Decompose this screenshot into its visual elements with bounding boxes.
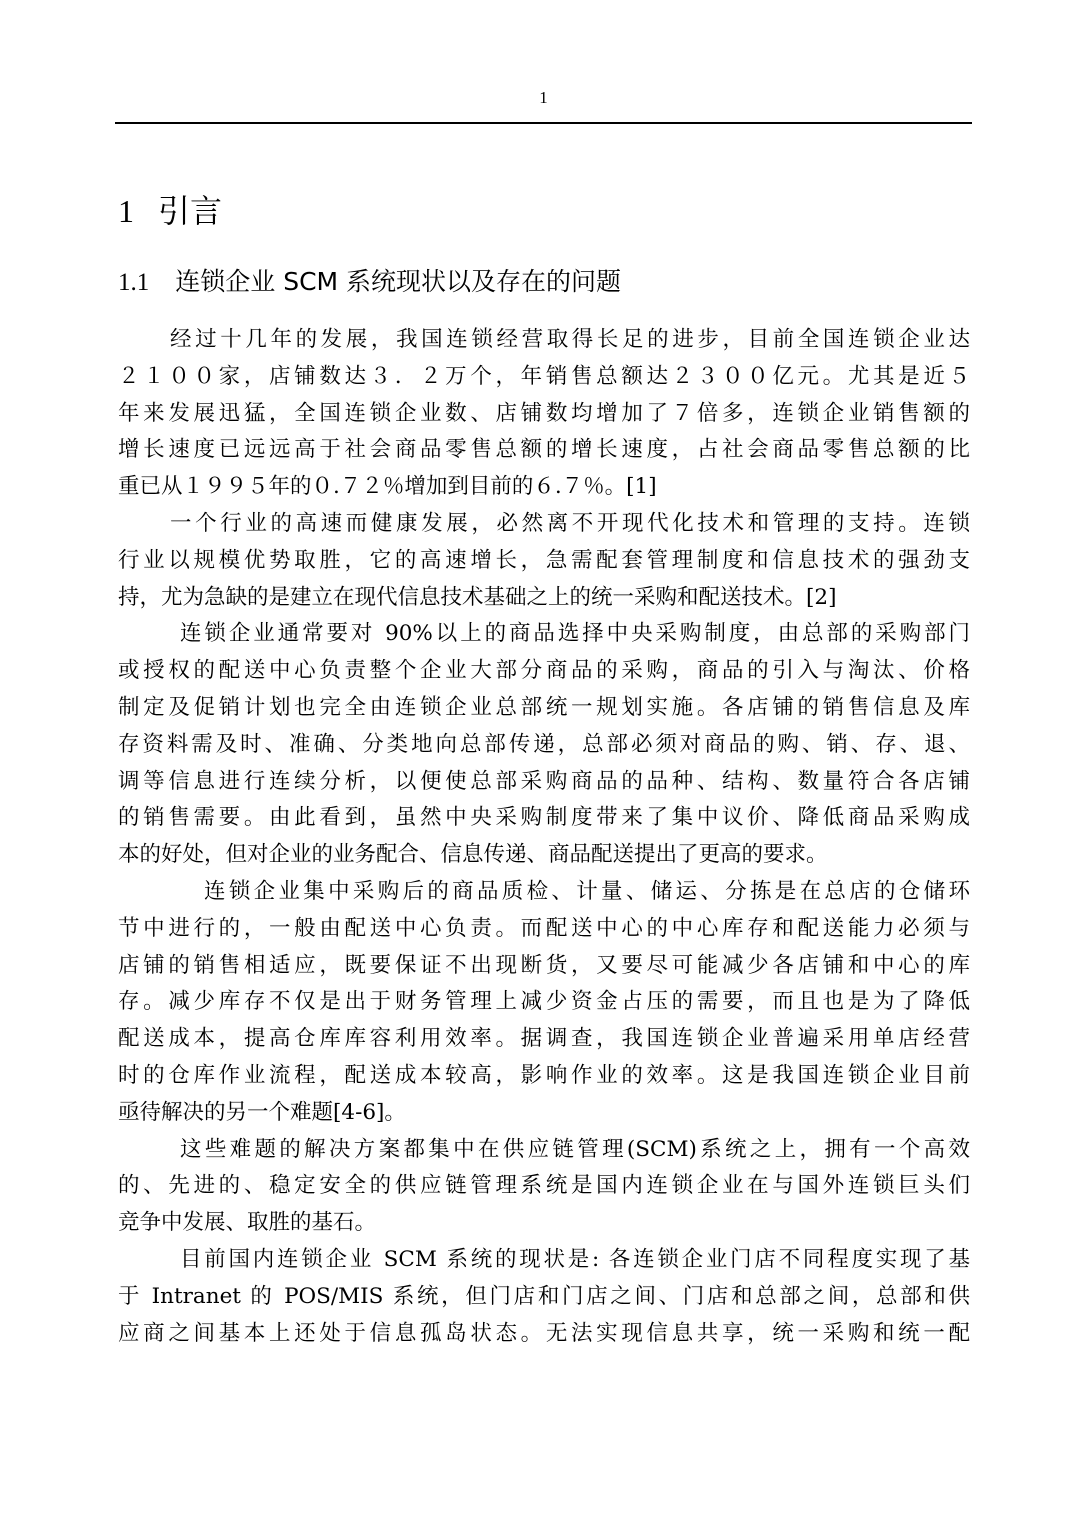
- paragraph-line: 存资料需及时、准确、分类地向总部传递，总部必须对商品的购、销、存、退、: [118, 731, 970, 757]
- paragraph-line: 行业以规模优势取胜，它的高速增长，急需配套管理制度和信息技术的强劲支: [118, 547, 970, 573]
- paragraph-line: ２１００家，店铺数达３．２万个，年销售总额达２３００亿元。尤其是近５: [118, 363, 970, 389]
- chapter-number: 1: [118, 193, 134, 229]
- paragraph-line: 年来发展迅猛，全国连锁企业数、店铺数均增加了７倍多，连锁企业销售额的: [118, 400, 970, 426]
- paragraph-line: 持，尤为急缺的是建立在现代信息技术基础之上的统一采购和配送技术。[2]: [118, 584, 837, 610]
- paragraph-line: 存。减少库存不仅是出于财务管理上减少资金占压的需要，而且也是为了降低: [118, 989, 970, 1015]
- paragraph-line: 应商之间基本上还处于信息孤岛状态。无法实现信息共享，统一采购和统一配: [118, 1320, 970, 1346]
- section-title-text: 连锁企业 SCM 系统现状以及存在的问题: [175, 267, 622, 296]
- paragraph-line: 经过十几年的发展，我国连锁经营取得长足的进步，目前全国连锁企业达: [170, 327, 970, 352]
- paragraph-line: 的、先进的、稳定安全的供应链管理系统是国内连锁企业在与国外连锁巨头们: [118, 1173, 970, 1199]
- paragraph-line: 亟待解决的另一个难题[4-6]。: [118, 1099, 406, 1125]
- paragraph-line: 或授权的配送中心负责整个企业大部分商品的采购，商品的引入与淘汰、价格: [118, 658, 970, 684]
- paragraph-line: 的销售需要。由此看到，虽然中央采购制度带来了集中议价、降低商品采购成: [118, 805, 970, 831]
- paragraph-line: 竞争中发展、取胜的基石。: [118, 1210, 377, 1236]
- paragraph-line: 制定及促销计划也完全由连锁企业总部统一规划实施。各店铺的销售信息及库: [118, 694, 970, 720]
- header-rule: [115, 122, 972, 124]
- paragraph-line: 本的好处，但对企业的业务配合、信息传递、商品配送提出了更高的要求。: [118, 842, 828, 868]
- section-title: [118, 262, 621, 298]
- paragraph-line: 连锁企业集中采购后的商品质检、计量、储运、分拣是在总店的仓储环: [204, 878, 970, 904]
- section-number: 1.1: [118, 269, 150, 296]
- paragraph-line: 增长速度已远远高于社会商品零售总额的增长速度，占社会商品零售总额的比: [118, 437, 970, 463]
- body-text: [118, 322, 970, 1352]
- paragraph-line: 节中进行的，一般由配送中心负责。而配送中心的中心库存和配送能力必须与: [118, 915, 970, 941]
- paragraph-line: 连锁企业通常要对 90%以上的商品选择中央采购制度，由总部的采购部门: [180, 621, 970, 647]
- chapter-title-text: 引言: [158, 192, 223, 230]
- chapter-title: [118, 186, 222, 232]
- paragraph-line: 时的仓库作业流程，配送成本较高，影响作业的效率。这是我国连锁企业目前: [118, 1062, 970, 1088]
- page-number: 1: [539, 88, 548, 107]
- paragraph-line: 店铺的销售相适应，既要保证不出现断货，又要尽可能减少各店铺和中心的库: [118, 952, 970, 978]
- paragraph-line: 配送成本，提高仓库库容利用效率。据调查，我国连锁企业普遍采用单店经营: [118, 1026, 970, 1052]
- paragraph-line: 重已从１９９５年的０.７２％增加到目前的６.７％。[1]: [118, 474, 657, 500]
- paragraph-line: 这些难题的解决方案都集中在供应链管理(SCM)系统之上，拥有一个高效: [180, 1136, 970, 1162]
- paragraph-line: 于 Intranet 的 POS/MIS 系统，但门店和门店之间、门店和总部之间，总部和供: [118, 1283, 970, 1309]
- paragraph-line: 调等信息进行连续分析，以便使总部采购商品的品种、结构、数量符合各店铺: [118, 768, 970, 794]
- paragraph-line: 一个行业的高速而健康发展，必然离不开现代化技术和管理的支持。连锁: [170, 510, 970, 536]
- paragraph-line: 目前国内连锁企业 SCM 系统的现状是: 各连锁企业门店不同程度实现了基: [180, 1246, 970, 1272]
